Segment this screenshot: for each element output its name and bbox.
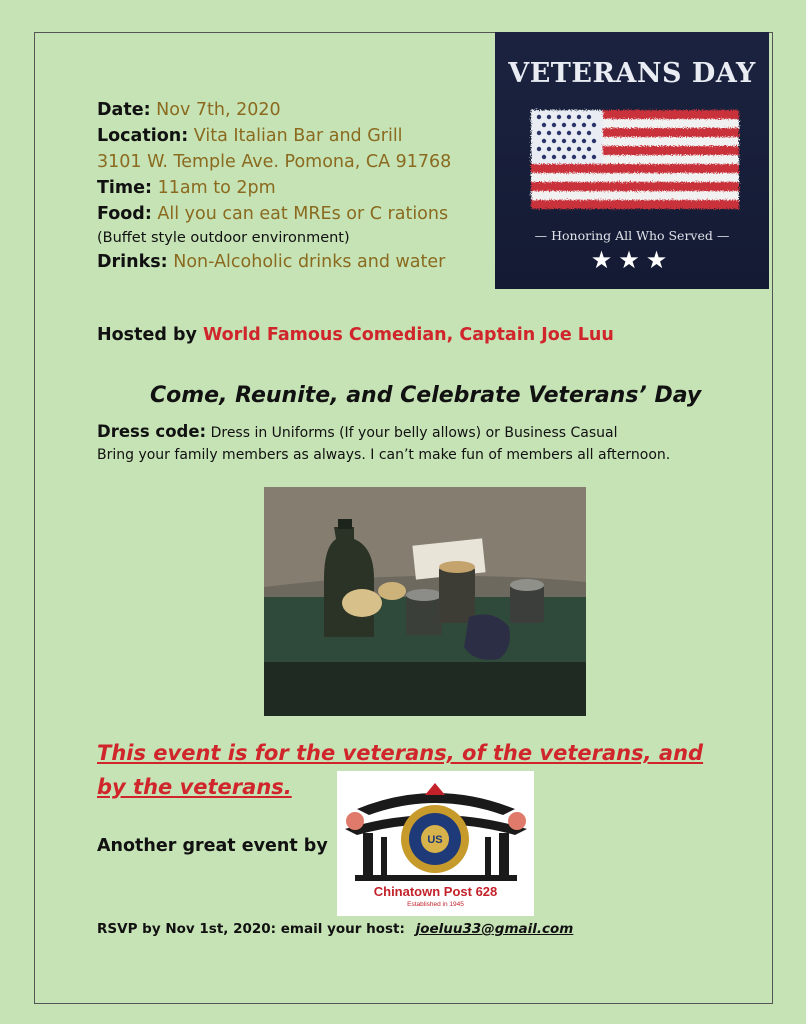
event-details bbox=[97, 97, 497, 275]
location-row bbox=[97, 123, 497, 149]
dress-code-label: Dress code: bbox=[97, 422, 207, 441]
food-note: (Buffet style outdoor environment) bbox=[97, 230, 350, 246]
post-badge-letters: US bbox=[427, 834, 443, 846]
rations-image-icon bbox=[264, 487, 586, 716]
date-value: Nov 7th, 2020 bbox=[156, 100, 281, 120]
hosted-by-label: Hosted by bbox=[97, 325, 197, 345]
dress-code-value: Dress in Uniforms (If your belly allows) or Business Casual bbox=[210, 425, 618, 441]
time-row bbox=[97, 175, 497, 201]
location-value: Vita Italian Bar and Grill bbox=[193, 126, 403, 146]
chinatown-post-logo bbox=[337, 771, 534, 916]
event-statement-line2: by the veterans. bbox=[97, 775, 292, 799]
food-row bbox=[97, 201, 497, 227]
date-label: Date: bbox=[97, 100, 151, 120]
event-statement-line1: This event is for the veterans, of the veterans, and bbox=[97, 741, 704, 765]
location-label: Location: bbox=[97, 126, 189, 146]
address-row bbox=[97, 149, 497, 175]
food-label: Food: bbox=[97, 204, 152, 224]
address-value: 3101 W. Temple Ave. Pomona, CA 91768 bbox=[97, 152, 452, 172]
banner-title: VETERANS DAY bbox=[508, 58, 756, 89]
host-email-link[interactable]: joeluu33@gmail.com bbox=[415, 921, 574, 937]
post-name: Chinatown Post 628 bbox=[373, 884, 498, 899]
rsvp-line bbox=[97, 921, 573, 937]
banner-tagline: — Honoring All Who Served — bbox=[534, 228, 730, 243]
food-value: All you can eat MREs or C rations bbox=[157, 204, 449, 224]
drinks-value: Non-Alcoholic drinks and water bbox=[173, 252, 446, 272]
three-stars-icon: ★★★ bbox=[590, 246, 674, 274]
dress-code-block bbox=[97, 421, 670, 466]
family-note: Bring your family members as always. I can’t make fun of members all afternoon. bbox=[97, 447, 671, 463]
mre-rations-photo bbox=[264, 487, 586, 716]
date-row bbox=[97, 97, 497, 123]
time-value: 11am to 2pm bbox=[157, 178, 276, 198]
veterans-day-banner bbox=[495, 32, 769, 289]
drinks-row bbox=[97, 249, 497, 275]
host-name: World Famous Comedian, Captain Joe Luu bbox=[202, 325, 614, 345]
post-established: Established in 1945 bbox=[407, 901, 464, 908]
hosted-by-line bbox=[97, 325, 614, 345]
dress-code-row bbox=[97, 421, 670, 444]
rsvp-text: RSVP by Nov 1st, 2020: email your host: bbox=[97, 921, 405, 937]
another-event-label: Another great event by bbox=[97, 836, 328, 856]
headline: Come, Reunite, and Celebrate Veterans’ Day bbox=[150, 383, 702, 408]
drinks-label: Drinks: bbox=[97, 252, 168, 272]
time-label: Time: bbox=[97, 178, 153, 198]
